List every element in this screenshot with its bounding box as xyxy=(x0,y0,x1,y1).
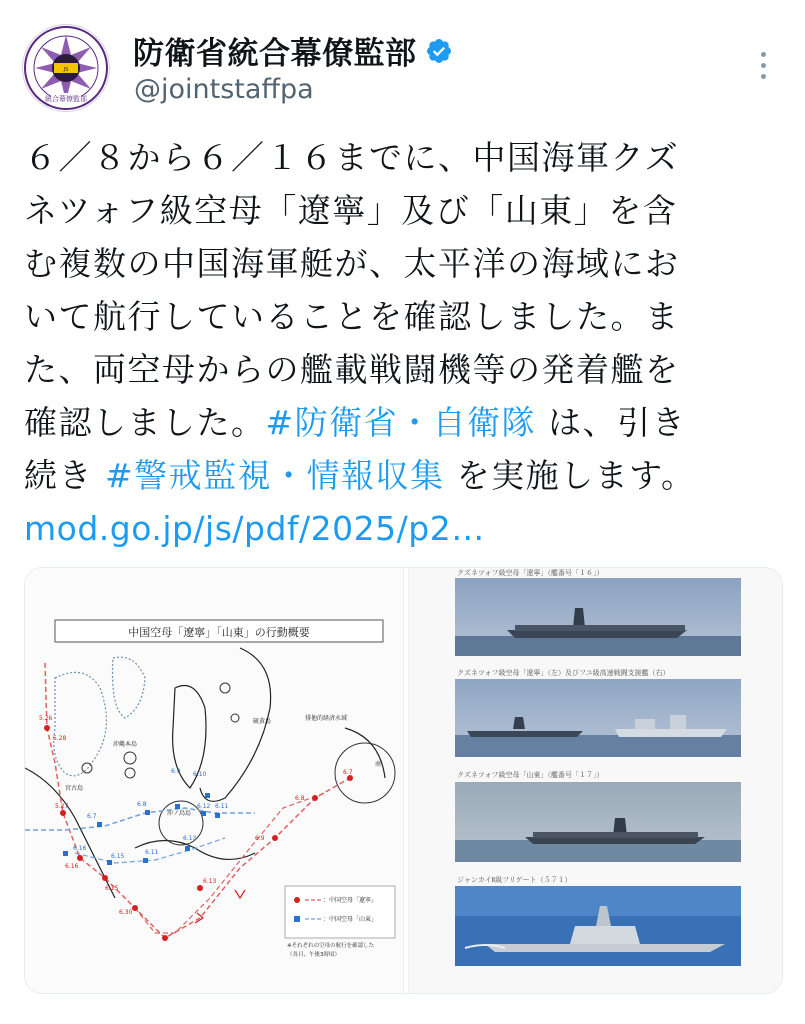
photo-sheet[interactable] xyxy=(409,568,782,993)
legend-item: ：中国空母「遼寧」 xyxy=(323,897,378,904)
route-map xyxy=(25,568,403,993)
map-label: 硫黄島 xyxy=(253,718,272,725)
tweet-line: た、両空母からの艦載戦闘機等の発着艦を xyxy=(24,350,680,389)
map-date-red: 5.28 xyxy=(53,735,67,742)
jsdf-emblem-icon xyxy=(23,25,109,111)
map-date-blue: 6.10 xyxy=(193,771,207,778)
tweet-line-6 xyxy=(24,396,794,449)
map-date-red: 6.16 xyxy=(65,863,79,870)
verified-badge-icon xyxy=(425,37,453,65)
map-date-blue: 6.12 xyxy=(197,803,211,810)
text-segment: 続き xyxy=(24,456,105,495)
tweet-line: む複数の中国海軍艇が、太平洋の海域にお xyxy=(24,244,680,283)
map-date-blue: 6.11 xyxy=(215,803,229,810)
photo-shandong xyxy=(455,782,741,862)
photo-caption: ジャンカイⅡ級フリゲート（５７１） xyxy=(457,876,572,884)
handle[interactable]: @jointstaffpa xyxy=(134,74,314,105)
hashtag-link[interactable]: #警戒監視・情報収集 xyxy=(105,456,445,495)
map-date-blue: 6.13 xyxy=(183,835,197,842)
tweet-line: ６／８から６／１６までに、中国海軍クズ xyxy=(24,138,680,177)
map-date-blue: 6.15 xyxy=(111,853,125,860)
map-date-red: 6.9 xyxy=(255,835,265,842)
map-date-blue: 6.11 xyxy=(145,849,159,856)
author-name-row[interactable] xyxy=(133,28,453,73)
map-label: 南 xyxy=(375,761,382,768)
map-date-red: 6.7 xyxy=(343,769,353,776)
text-segment: は、引き xyxy=(536,403,687,442)
map-date-red: 6.8 xyxy=(295,795,305,802)
tweet-line-7 xyxy=(24,449,794,502)
map-date-red: 5.27 xyxy=(55,803,69,810)
photo-liaoning-supply xyxy=(455,679,741,757)
map-label: 排他的経済水域 xyxy=(305,715,348,722)
photo-frigate xyxy=(455,886,741,966)
map-label: 宮古島 xyxy=(65,785,84,792)
legend-item: ：中国空母「山東」 xyxy=(323,916,378,923)
map-label: 沖ノ鳥島 xyxy=(167,810,192,817)
map-footnote: （各日、午後3時頃） xyxy=(287,952,340,958)
map-date-red: 6.30 xyxy=(119,909,133,916)
map-date-blue: 6.7 xyxy=(87,813,97,820)
map-date-blue: 6.8 xyxy=(137,801,147,808)
more-options-icon[interactable] xyxy=(750,40,776,90)
map-title: 中国空母「遼寧」「山東」の行動概要 xyxy=(128,626,310,639)
hashtag-link[interactable]: #防衛省・自衛隊 xyxy=(265,403,537,442)
external-link[interactable]: mod.go.jp/js/pdf/2025/p2… xyxy=(24,509,485,548)
map-date-red: 5.26 xyxy=(39,715,53,722)
photo-caption: クズネツォフ級空母「山東」（艦番号「１７」） xyxy=(457,771,604,779)
map-image[interactable] xyxy=(25,568,403,993)
map-date-red: 6.13 xyxy=(203,878,217,885)
tweet-line: いて航行していることを確認しました。ま xyxy=(24,297,680,336)
map-date-blue: 6.9 xyxy=(171,768,181,775)
tweet-text xyxy=(24,131,794,555)
map-footnote: ※それぞれの空母の航行を確認した xyxy=(287,943,375,949)
photo-liaoning xyxy=(455,578,741,656)
media-grid xyxy=(24,567,783,994)
display-name[interactable]: 防衛省統合幕僚監部 xyxy=(133,36,417,72)
map-date-blue: 6.16 xyxy=(73,845,87,852)
map-date-red: 6.15 xyxy=(105,885,119,892)
avatar[interactable] xyxy=(22,24,110,112)
photo-caption: クズネツォフ級空母「遼寧」（艦番号「１６」） xyxy=(457,569,604,577)
text-segment: 確認しました。 xyxy=(24,403,266,442)
svg-text:JS: JS xyxy=(63,67,69,73)
photo-caption: クズネツォフ級空母「遼寧」（左）及びフユ級高速戦闘支援艦（右） xyxy=(457,669,670,677)
map-label: 沖縄本島 xyxy=(113,741,138,748)
tweet-line: ネツォフ級空母「遼寧」及び「山東」を含 xyxy=(24,191,678,230)
text-segment: を実施します。 xyxy=(444,456,696,495)
avatar-text: 統合幕僚監部 xyxy=(45,95,87,103)
